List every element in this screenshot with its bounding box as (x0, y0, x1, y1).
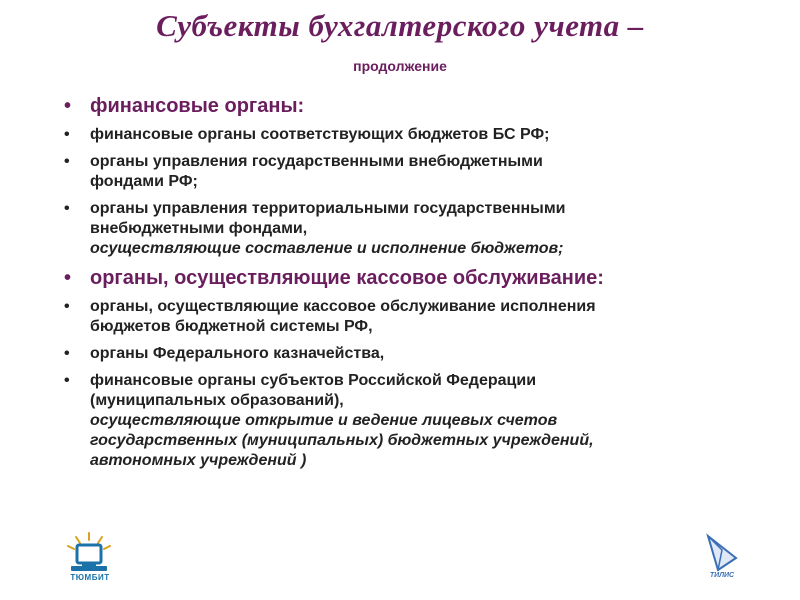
left-logo-label: ТЮМБИТ (70, 573, 110, 582)
item-line: • органы, осуществляющие кассовое обслуживание: (90, 267, 604, 289)
item-line: • органы управления территориальными государственными (90, 200, 566, 217)
item-line: • органы управления государственными внебюджетными (90, 153, 543, 170)
triangle-logo-icon (700, 532, 744, 576)
item-line: фондами РФ; (90, 173, 198, 190)
item-italic-line: автономных учреждений ) (90, 452, 307, 469)
bullet-list (62, 94, 752, 478)
list-item (62, 152, 752, 192)
item-line: • органы, осуществляющие кассовое обслуживание исполнения (90, 298, 596, 315)
list-item-heading (62, 94, 752, 118)
item-line: • органы Федерального казначейства, (90, 345, 385, 362)
slide-subtitle: продолжение (353, 58, 447, 74)
item-line: бюджетов бюджетной системы РФ, (90, 318, 373, 335)
slide-title: Субъекты бухгалтерского учета – (156, 8, 644, 43)
right-logo-label: ТИЛИС (709, 572, 735, 579)
item-line: • финансовые органы соответствующих бюджетов БС РФ; (90, 126, 550, 143)
item-line: (муниципальных образований), (90, 392, 344, 409)
list-item (62, 199, 752, 259)
item-italic-line: государственных (муниципальных) бюджетных учреждений, (90, 432, 594, 449)
item-line: • финансовые органы: (90, 95, 305, 117)
list-item-heading (62, 266, 752, 290)
list-item (62, 297, 752, 337)
item-italic-line: осуществляющие составление и исполнение бюджетов; (90, 240, 564, 257)
item-italic-line: осуществляющие открытие и ведение лицевых счетов (90, 412, 558, 429)
list-item (62, 125, 752, 145)
list-item (62, 344, 752, 364)
list-item (62, 371, 752, 471)
item-line: внебюджетными фондами, (90, 220, 308, 237)
item-line: • финансовые органы субъектов Российской Федерации (90, 372, 537, 389)
